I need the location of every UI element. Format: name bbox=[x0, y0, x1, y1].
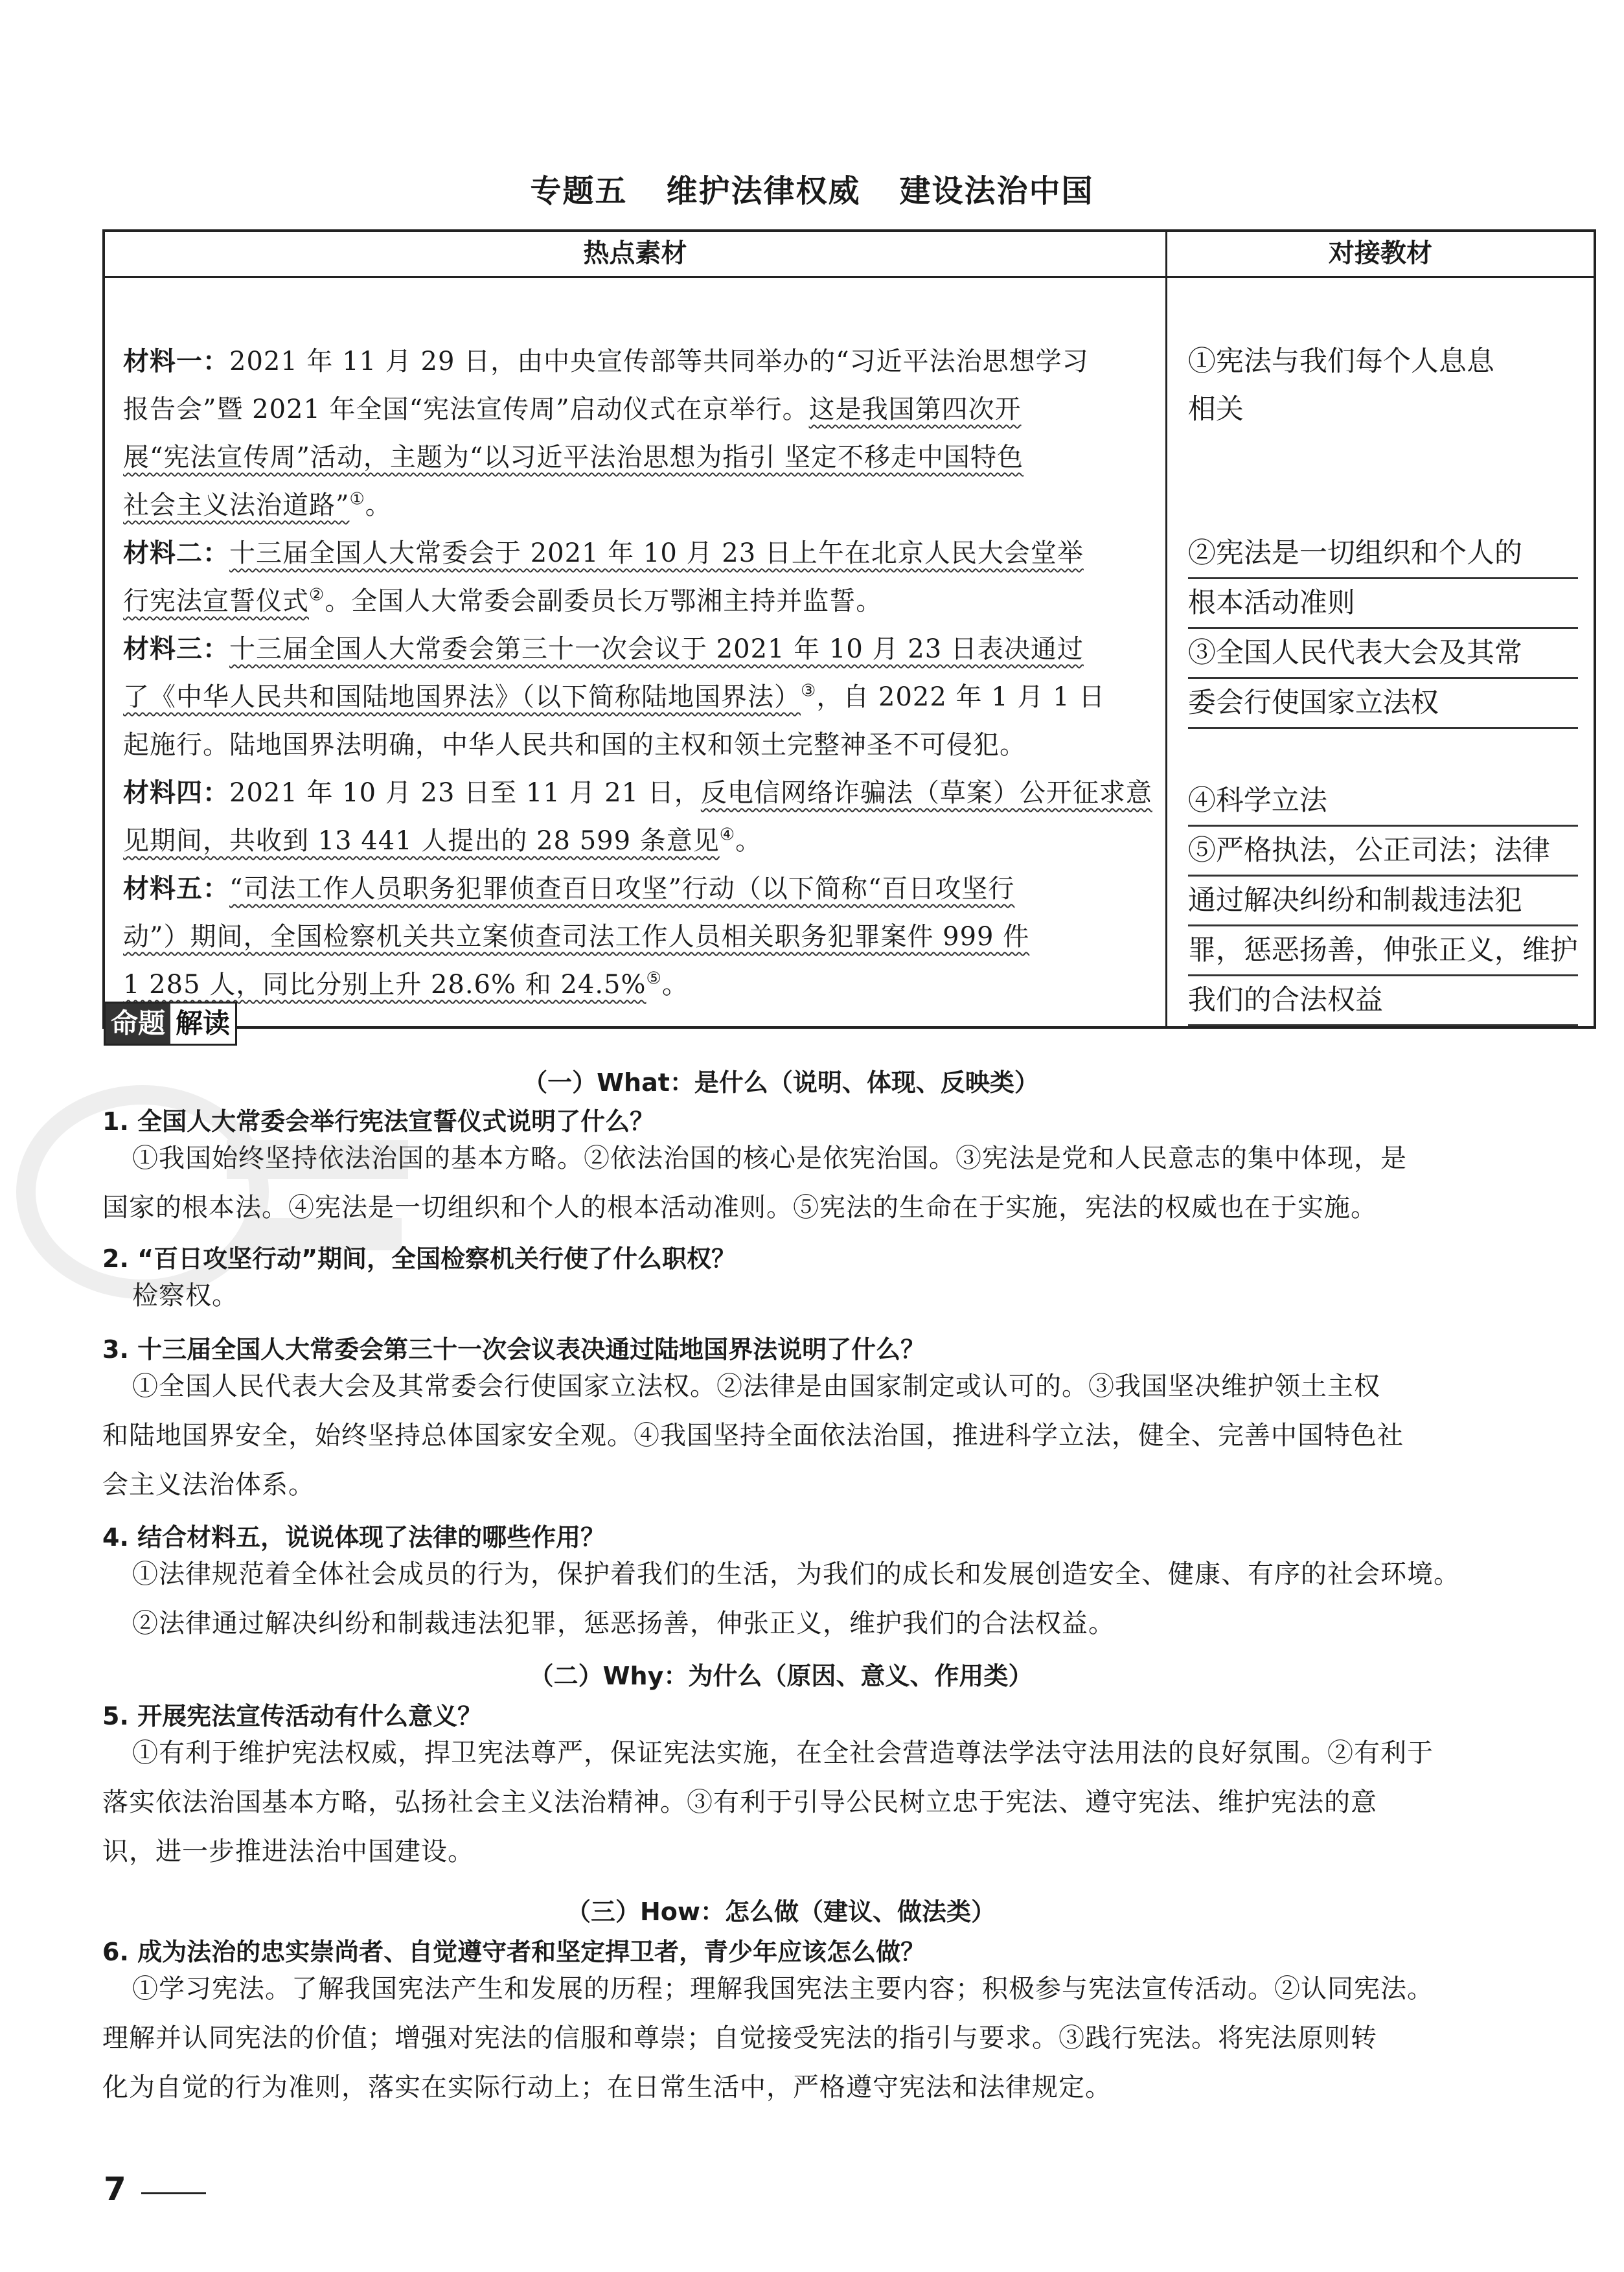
material-text: 动”）期间，全国检察机关共立案侦查司法工作人员相关职务犯罪案件 999 件 bbox=[123, 922, 1030, 952]
footnote-mark: ② bbox=[309, 585, 325, 605]
badge-part1: 命题 bbox=[106, 1004, 170, 1044]
question-6: 6. 成为法治的忠实崇尚者、自觉遵守者和坚定捍卫者，青少年应该怎么做？ bbox=[102, 1938, 926, 1966]
textbook-point: 委会行使国家立法权 bbox=[1187, 687, 1439, 719]
textbook-point: 罪，惩恶扬善，伸张正义，维护 bbox=[1187, 934, 1578, 967]
page-title bbox=[0, 166, 1624, 211]
material-label: 材料四： bbox=[123, 778, 229, 808]
footnote-mark: ⑤ bbox=[646, 969, 662, 989]
question-3: 3. 十三届全国人大常委会第三十一次会议表决通过陆地国界法说明了什么？ bbox=[102, 1335, 926, 1364]
answer-line: ①我国始终坚持依法治国的基本方略。②依法治国的核心是依宪治国。③宪法是党和人民意志的集中体现，是 bbox=[132, 1143, 1407, 1173]
textbook-point: ④科学立法 bbox=[1187, 785, 1327, 817]
footnote-mark: ③ bbox=[801, 681, 817, 701]
material-label: 材料二： bbox=[123, 538, 229, 568]
section-heading-how: （三）How：怎么做（建议、做法类） bbox=[566, 1898, 996, 1926]
title-part2: 维护法律权威 bbox=[666, 173, 861, 209]
footnote-mark: ① bbox=[349, 489, 365, 509]
material-text: 。 bbox=[735, 826, 762, 856]
textbook-point: 相关 bbox=[1187, 393, 1244, 426]
question-2: 2. “百日攻坚行动”期间，全国检察机关行使了什么职权？ bbox=[102, 1245, 737, 1273]
material-text: 行宪法宣誓仪式 bbox=[123, 586, 309, 616]
title-part3: 建设法治中国 bbox=[899, 173, 1094, 209]
material-text: 起施行。陆地国界法明确，中华人民共和国的主权和领土完整神圣不可侵犯。 bbox=[123, 730, 1026, 760]
textbook-cell bbox=[1166, 277, 1595, 1028]
answer-line: 理解并认同宪法的价值；增强对宪法的信服和尊崇；自觉接受宪法的指引与要求。③践行宪法。将宪法原则转 bbox=[102, 2023, 1377, 2053]
answer-2 bbox=[102, 1271, 1459, 1320]
material-text: ，自 2022 年 1 月 1 日 bbox=[816, 682, 1106, 712]
material-text: 2021 年 10 月 23 日至 11 月 21 日， bbox=[229, 778, 701, 808]
textbook-point: ①宪法与我们每个人息息 bbox=[1187, 345, 1494, 378]
material-text: 了《中华人民共和国陆地国界法》（以下简称陆地国界法） bbox=[123, 682, 801, 712]
material-text: 社会主义法治道路” bbox=[123, 490, 350, 520]
material-text: “司法工作人员职务犯罪侦查百日攻坚”行动（以下简称“百日攻坚行 bbox=[229, 874, 1015, 904]
answer-3 bbox=[102, 1362, 1459, 1509]
material-text: 1 285 人，同比分别上升 28.6% 和 24.5% bbox=[123, 970, 646, 1000]
material-label: 材料一： bbox=[123, 347, 229, 376]
answer-5 bbox=[102, 1728, 1459, 1876]
col-header-textbook: 对接教材 bbox=[1166, 231, 1595, 277]
material-text: 反电信网络诈骗法（草案）公开征求意 bbox=[700, 778, 1152, 808]
materials-cell bbox=[104, 277, 1166, 1028]
answer-4 bbox=[102, 1550, 1459, 1648]
answer-line: ①法律规范着全体社会成员的行为，保护着我们的生活，为我们的成长和发展创造安全、健康、有序的社会环境。 bbox=[132, 1559, 1460, 1589]
material-text: 十三届全国人大常委会第三十一次会议于 2021 年 10 月 23 日表决通过 bbox=[229, 634, 1084, 664]
footnote-mark: ④ bbox=[719, 825, 736, 845]
textbook-point: ②宪法是一切组织和个人的 bbox=[1187, 537, 1522, 569]
question-5: 5. 开展宪法宣传活动有什么意义？ bbox=[102, 1702, 483, 1730]
answer-1 bbox=[102, 1134, 1459, 1232]
question-4: 4. 结合材料五，说说体现了法律的哪些作用？ bbox=[102, 1523, 606, 1552]
answer-line: 识，进一步推进法治中国建设。 bbox=[102, 1837, 474, 1866]
textbook-point: 我们的合法权益 bbox=[1187, 984, 1383, 1016]
material-text: 见期间，共收到 13 441 人提出的 28 599 条意见 bbox=[123, 826, 720, 856]
material-label: 材料三： bbox=[123, 634, 229, 664]
answer-line: 化为自觉的行为准则，落实在实际行动上；在日常生活中，严格遵守宪法和法律规定。 bbox=[102, 2072, 1112, 2102]
textbook-point: 通过解决纠纷和制裁违法犯 bbox=[1187, 884, 1522, 917]
textbook-point: ③全国人民代表大会及其常 bbox=[1187, 637, 1522, 669]
answer-line: ①有利于维护宪法权威，捍卫宪法尊严，保证宪法实施，在全社会营造尊法学法守法用法的良好氛围。②有利于 bbox=[132, 1738, 1434, 1768]
answer-line: ②法律通过解决纠纷和制裁违法犯罪，惩恶扬善，伸张正义，维护我们的合法权益。 bbox=[132, 1609, 1115, 1638]
section-heading-why: （二）Why：为什么（原因、意义、作用类） bbox=[529, 1662, 1033, 1690]
material-text: 2021 年 11 月 29 日，由中央宣传部等共同举办的“习近平法治思想学习 bbox=[229, 347, 1089, 376]
material-text: 十三届全国人大常委会于 2021 年 10 月 23 日上午在北京人民大会堂举 bbox=[229, 538, 1084, 568]
answer-line: ①学习宪法。了解我国宪法产生和发展的历程；理解我国宪法主要内容；积极参与宪法宣传活动。②认同宪法。 bbox=[132, 1974, 1434, 2004]
material-text: 这是我国第四次开 bbox=[808, 395, 1022, 424]
textbook-point: ⑤严格执法，公正司法；法律 bbox=[1187, 834, 1550, 867]
answer-line: ①全国人民代表大会及其常委会行使国家立法权。②法律是由国家制定或认可的。③我国坚决维护领土主权 bbox=[132, 1371, 1380, 1401]
answer-line: 会主义法治体系。 bbox=[102, 1470, 315, 1500]
question-1: 1. 全国人大常委会举行宪法宣誓仪式说明了什么？ bbox=[102, 1107, 655, 1136]
hot-material-table bbox=[102, 229, 1596, 1029]
page-number-rule bbox=[141, 2192, 206, 2194]
material-text: 。 bbox=[365, 490, 392, 520]
material-text: 。 bbox=[661, 970, 689, 1000]
page-number: 7 bbox=[104, 2170, 126, 2208]
answer-line: 检察权。 bbox=[132, 1281, 238, 1311]
answer-6 bbox=[102, 1964, 1459, 2112]
col-header-materials: 热点素材 bbox=[104, 231, 1166, 277]
material-text: 报告会”暨 2021 年全国“宪法宣传周”启动仪式在京举行。 bbox=[123, 395, 809, 424]
title-topic: 专题五 bbox=[530, 173, 628, 209]
material-text: 展“宪法宣传周”活动，主题为“以习近平法治思想为指引 坚定不移走中国特色 bbox=[123, 442, 1024, 472]
section-heading-what: （一）What：是什么（说明、体现、反映类） bbox=[523, 1068, 1039, 1097]
answer-line: 国家的根本法。④宪法是一切组织和个人的根本活动准则。⑤宪法的生命在于实施，宪法的权威也在于实施。 bbox=[102, 1193, 1377, 1222]
textbook-point: 根本活动准则 bbox=[1187, 587, 1355, 619]
section-badge bbox=[104, 1002, 237, 1046]
answer-line: 落实依法治国基本方略，弘扬社会主义法治精神。③有利于引导公民树立忠于宪法、遵守宪法、维护宪法的意 bbox=[102, 1787, 1377, 1817]
material-label: 材料五： bbox=[123, 874, 229, 904]
answer-line: 和陆地国界安全，始终坚持总体国家安全观。④我国坚持全面依法治国，推进科学立法，健全、完善中国特色社 bbox=[102, 1421, 1404, 1451]
material-text: 。全国人大常委会副委员长万鄂湘主持并监誓。 bbox=[325, 586, 883, 616]
badge-part2: 解读 bbox=[170, 1004, 235, 1044]
